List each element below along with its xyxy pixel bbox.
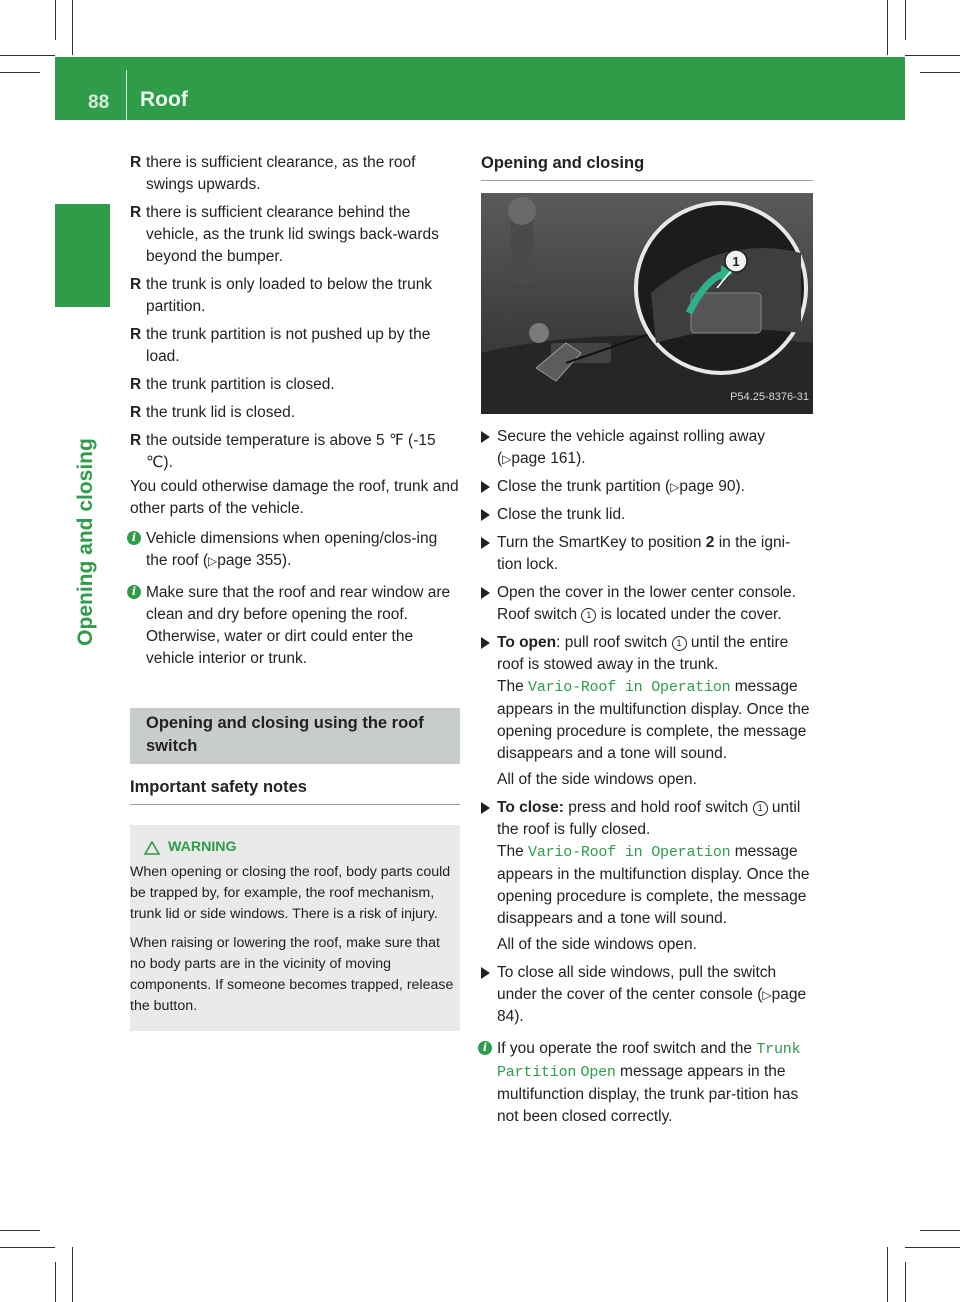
page-ref-arrow-icon: ▷ xyxy=(762,988,772,1002)
crop-mark xyxy=(72,0,73,55)
right-column xyxy=(481,152,813,1138)
display-message: Vario-Roof in Operation xyxy=(528,679,731,696)
list-item: R the trunk lid is closed. xyxy=(130,402,460,424)
crop-mark xyxy=(887,0,888,55)
instruction-step: Turn the SmartKey to position 2 in the igni-tion lock. xyxy=(481,532,813,576)
list-item: R the trunk partition is not pushed up by the load. xyxy=(130,326,431,365)
display-message: Trunk Partition xyxy=(497,1041,801,1081)
display-message: Vario-Roof in Operation xyxy=(528,844,731,861)
instruction-step: Secure the vehicle against rolling away (▷page 161). xyxy=(481,426,813,470)
info-note: i Vehicle dimensions when opening/clos-ing the roof (▷page 355). xyxy=(130,528,460,572)
page-title: Roof xyxy=(140,88,188,111)
list-item: R the outside temperature is above 5 ℉ (‑15 ℃). xyxy=(130,432,436,471)
crop-mark xyxy=(0,1230,40,1231)
section-heading-right: Opening and closing xyxy=(481,152,813,181)
info-icon: i xyxy=(127,531,141,545)
step-arrow-icon xyxy=(481,587,490,599)
page-number: 88 xyxy=(88,92,110,113)
console-illustration xyxy=(481,193,813,414)
crop-mark xyxy=(72,1247,73,1302)
info-icon: i xyxy=(127,585,141,599)
chapter-title: Opening and closing xyxy=(74,438,97,646)
callout-1-icon: 1 xyxy=(581,608,596,623)
warning-text: When raising or lowering the roof, make sure that no body parts are in the vicinity of moving components. If someone becomes trapped, release the button. xyxy=(130,935,454,1014)
step-arrow-icon xyxy=(481,967,490,979)
crop-mark xyxy=(920,72,960,73)
page-ref-link[interactable]: page 90 xyxy=(679,478,736,495)
step-arrow-icon xyxy=(481,481,490,493)
crop-mark xyxy=(920,1230,960,1231)
warning-triangle-icon xyxy=(144,841,160,855)
crop-mark xyxy=(905,1262,906,1302)
subsection-heading: Important safety notes xyxy=(130,776,460,805)
step-arrow-icon xyxy=(481,431,490,443)
warning-box xyxy=(130,825,460,1031)
page-ref-arrow-icon: ▷ xyxy=(208,554,218,568)
image-code: P54.25-8376-31 xyxy=(730,391,809,403)
list-item: R there is sufficient clearance, as the roof swings upwards. xyxy=(130,154,416,193)
page-ref-arrow-icon: ▷ xyxy=(502,452,512,466)
instruction-step: Close the trunk partition (▷page 90). xyxy=(481,476,813,498)
crop-mark xyxy=(905,0,906,40)
step-arrow-icon xyxy=(481,509,490,521)
header-divider xyxy=(126,70,127,120)
instruction-step: To close: press and hold roof switch 1 until the roof is fully closed. The Vario-Roof in Operation message appears in the multifunction display. Once the opening procedure is complete, the message disappears and a tone will sound. All of the side windows open. xyxy=(481,797,813,956)
page-ref-link[interactable]: page 84 xyxy=(497,986,807,1025)
warning-title: WARNING xyxy=(130,837,454,858)
instruction-step: Close the trunk lid. xyxy=(481,504,813,526)
bullet-r-icon: R xyxy=(130,376,142,393)
info-note: i If you operate the roof switch and the Trunk Partition Open message appears in the multifunction display, the trunk par-tition has not been closed correctly. xyxy=(481,1038,813,1128)
info-note: i Make sure that the roof and rear window are clean and dry before opening the roof. Otherwise, water or dirt could enter the vehicle interior or trunk. xyxy=(130,582,460,670)
instruction-step: To open: pull roof switch 1 until the entire roof is stowed away in the trunk. The Vario-Roof in Operation message appears in the multifunction display. Once the opening procedure is complete, the message disappears and a tone will sound. All of the side windows open. xyxy=(481,632,813,791)
callout-1-icon: 1 xyxy=(672,636,687,651)
instruction-step: Open the cover in the lower center console. Roof switch 1 is located under the cover. xyxy=(481,582,813,626)
info-icon: i xyxy=(478,1041,492,1055)
damage-note: You could otherwise damage the roof, trunk and other parts of the vehicle. xyxy=(130,478,459,517)
step-arrow-icon xyxy=(481,537,490,549)
crop-mark xyxy=(55,0,56,40)
page-ref-link[interactable]: page 355 xyxy=(217,552,282,569)
warning-text: When opening or closing the roof, body parts could be trapped by, for example, the roof mechanism, trunk lid or side windows. There is a risk of injury. xyxy=(130,864,451,922)
crop-mark xyxy=(55,1262,56,1302)
display-message: Open xyxy=(580,1064,616,1081)
crop-mark xyxy=(887,1247,888,1302)
crop-mark xyxy=(905,55,960,56)
crop-mark xyxy=(0,55,55,56)
bullet-r-icon: R xyxy=(130,432,142,449)
section-heading: Opening and closing using the roof switch xyxy=(130,708,460,764)
bullet-r-icon: R xyxy=(130,204,142,221)
bullet-r-icon: R xyxy=(130,326,142,343)
step-arrow-icon xyxy=(481,802,490,814)
step-arrow-icon xyxy=(481,637,490,649)
chapter-tab xyxy=(55,204,110,307)
roof-switch-photo xyxy=(481,193,813,414)
crop-mark xyxy=(905,1247,960,1248)
bullet-r-icon: R xyxy=(130,404,142,421)
callout-number: 1 xyxy=(732,254,740,269)
crop-mark xyxy=(0,1247,55,1248)
list-item: R the trunk is only loaded to below the trunk partition. xyxy=(130,276,433,315)
left-column xyxy=(130,152,460,1031)
instruction-step: To close all side windows, pull the switch under the cover of the center console (▷page 84). xyxy=(481,962,813,1028)
page-ref-arrow-icon: ▷ xyxy=(670,480,680,494)
callout-1-icon: 1 xyxy=(753,801,768,816)
crop-mark xyxy=(0,72,40,73)
page-ref-link[interactable]: page 161 xyxy=(511,450,577,467)
list-item: R there is sufficient clearance behind the vehicle, as the trunk lid swings back-wards beyond the bumper. xyxy=(130,204,439,265)
bullet-r-icon: R xyxy=(130,154,142,171)
list-item: R the trunk partition is closed. xyxy=(130,374,460,396)
bullet-r-icon: R xyxy=(130,276,142,293)
